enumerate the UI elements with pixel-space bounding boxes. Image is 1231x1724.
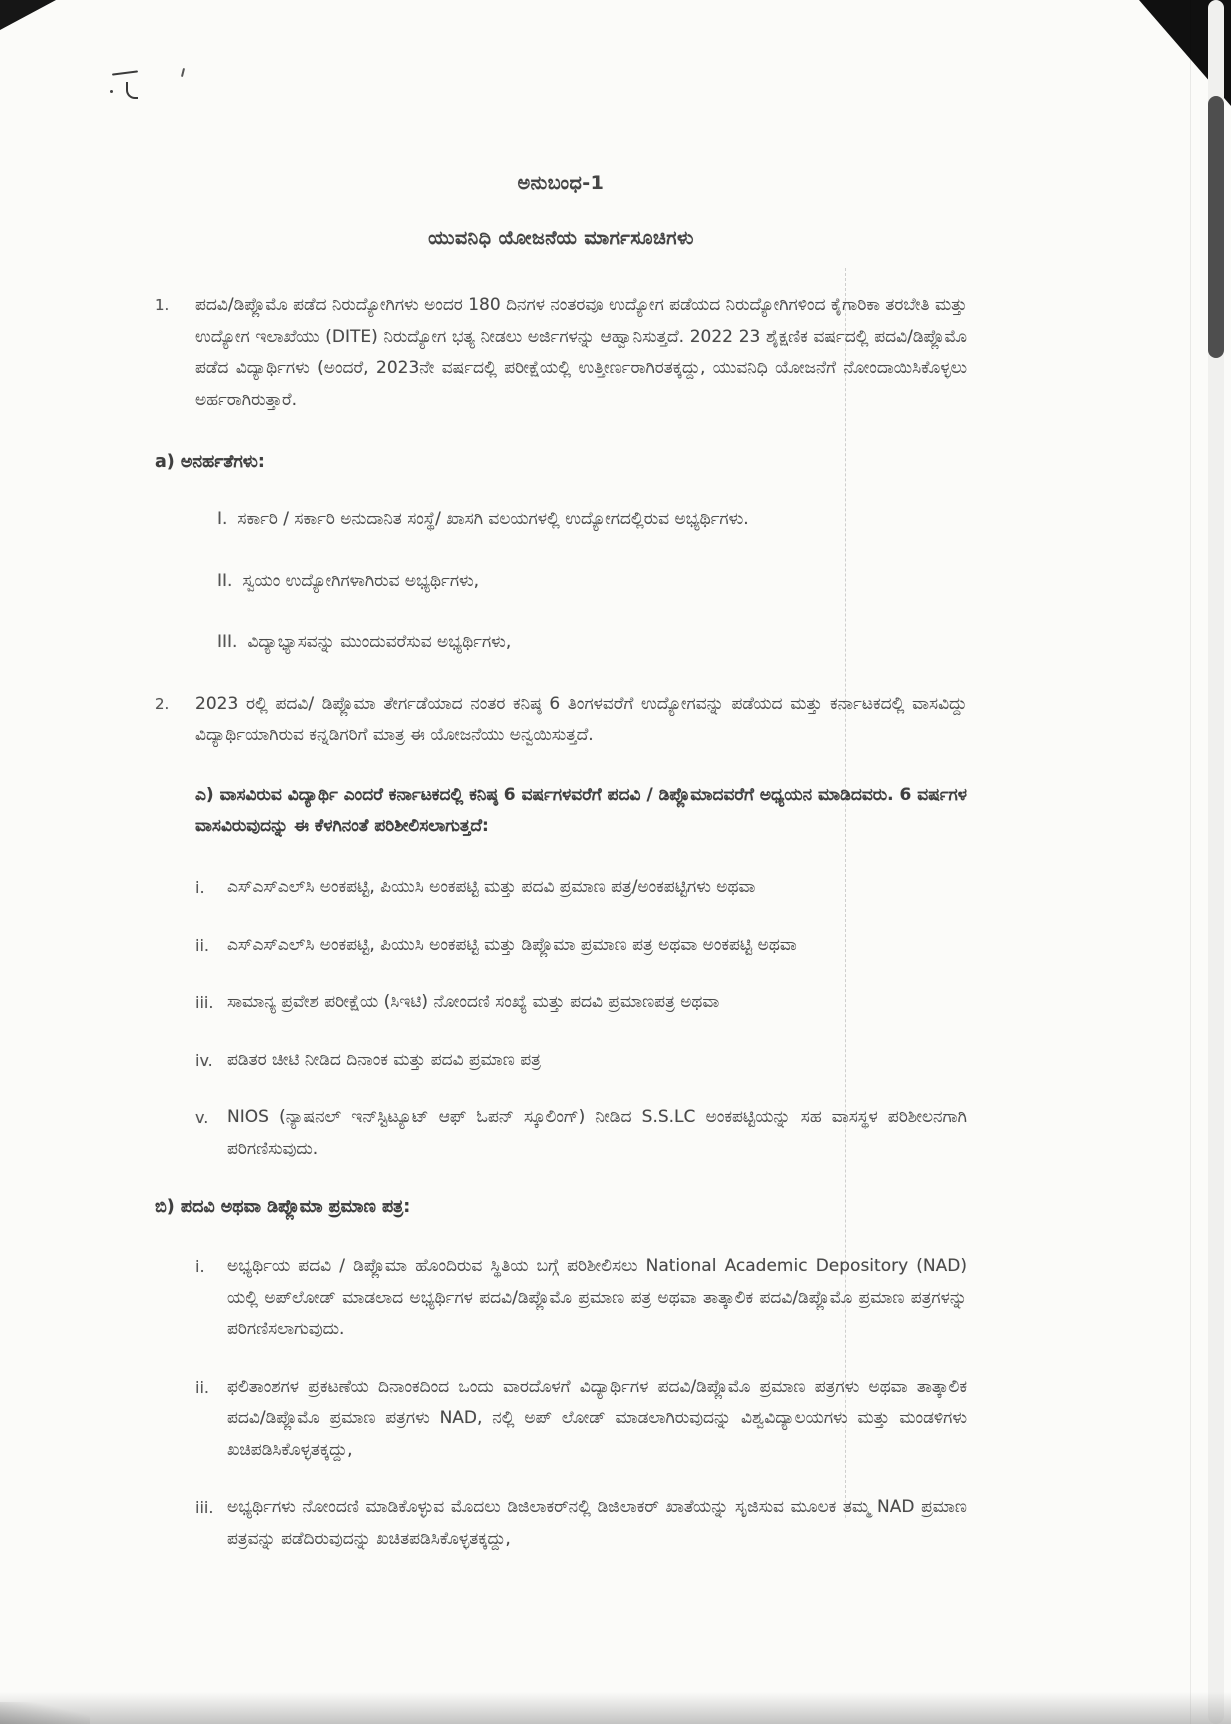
list-item-text: ಸರ್ಕಾರಿ / ಸರ್ಕಾರಿ ಅನುದಾನಿತ ಸಂಸ್ಥೆ/ ಖಾಸಗಿ ವಲಯಗಳಲ್ಲಿ ಉದ್ಯೋಗದಲ್ಲಿರುವ ಅಭ್ಯರ್ಥಿಗಳು. [237,509,749,530]
list-item [195,987,967,1018]
list-marker: ii. [195,935,209,955]
list-marker: i. [195,878,205,898]
scan-corner-artifact-top-left [0,0,56,30]
list-item [195,1045,967,1076]
document-title: ಅನುಬಂಧ-1 [517,172,605,194]
list-marker: III. [217,632,238,653]
list-item [195,1492,967,1555]
list-item-text: ಸಾಮಾನ್ಯ ಪ್ರವೇಶ ಪರೀಕ್ಷೆಯ (ಸಿಇಟಿ) ನೋಂದಣಿ ಸಂಖ್ಯೆ ಮತ್ತು ಪದವಿ ಪ್ರಮಾಣಪತ್ರ ಅಥವಾ [227,992,720,1013]
list-item [217,504,967,535]
document-subtitle: ಯುವನಿಧಿ ಯೋಜನೆಯ ಮಾರ್ಗಸೂಚಿಗಳು [428,227,694,250]
list-item [195,1372,967,1466]
list-marker: i. [195,1257,205,1277]
section-a-heading: a) ಅನರ್ಹತೆಗಳು: [155,452,265,473]
list-marker: v. [195,1108,209,1128]
list-item-text: NIOS (ನ್ಯಾಷನಲ್ ಇನ್‌ಸ್ಟಿಟ್ಯೂಟ್ ಆಫ್ ಓಪನ್ ಸ್ಕೂಲಿಂಗ್) ನೀಡಿದ S.S.LC ಅಂಕಪಟ್ಟಿಯನ್ನು ಸಹ ವಾಸಸ್ಥಳ ಪರಿಶೀಲನಗಾಗಿ ಪರಿಗಣಿಸುವುದು. [227,1107,967,1159]
list-item-text: ಎಸ್‌ಎಸ್‌ಎಲ್‌ಸಿ ಅಂಕಪಟ್ಟಿ, ಪಿಯುಸಿ ಅಂಕಪಟ್ಟಿ ಮತ್ತು ಪದವಿ ಪ್ರಮಾಣ ಪತ್ರ/ಅಂಕಪಟ್ಟಿಗಳು ಅಥವಾ [227,877,756,898]
list-marker: I. [217,509,228,530]
paragraph-1-text: ಪದವಿ/ಡಿಪ್ಲೊಮೊ ಪಡೆದ ನಿರುದ್ಯೋಗಿಗಳು ಅಂದರ 180 ದಿನಗಳ ನಂತರವೂ ಉದ್ಯೋಗ ಪಡೆಯದ ನಿರುದ್ಯೋಗಿಗಳಿಂದ ಕೈಗಾರಿಕಾ ತರಬೇತಿ ಮತ್ತು ಉದ್ಯೋಗ ಇಲಾಖೆಯು (DITE) ನಿರುದ್ಯೋಗ ಭತ್ಯ ನೀಡಲು ಅರ್ಜಿಗಳನ್ನು ಆಹ್ವಾನಿಸುತ್ತದೆ. 2022 23 ಶೈಕ್ಷಣಿಕ ವರ್ಷದಲ್ಲಿ ಪದವಿ/ಡಿಪ್ಲೊಮೊ ಪಡೆದ ವಿದ್ಯಾರ್ಥಿಗಳು (ಅಂದರೆ, 2023ನೇ ವರ್ಷದಲ್ಲಿ ಪರೀಕ್ಷೆಯಲ್ಲಿ ಉತ್ತೀರ್ಣರಾಗಿರತಕ್ಕದ್ದು, ಯುವನಿಧಿ ಯೋಜನೆಗೆ ನೋಂದಾಯಿಸಿಕೊಳ್ಳಲು ಅರ್ಹರಾಗಿರುತ್ತಾರೆ. [195,295,967,410]
pen-mark-dot [110,90,113,93]
clause-e-text: ಎ) ವಾಸವಿರುವ ವಿದ್ಯಾರ್ಥಿ ಎಂದರೆ ಕರ್ನಾಟಕದಲ್ಲಿ ಕನಿಷ್ಠ 6 ವರ್ಷಗಳವರೆಗೆ ಪದವಿ / ಡಿಪ್ಲೊಮಾದವರೆಗೆ ಅಧ್ಯಯನ ಮಾಡಿದವರು. 6 ವರ್ಷಗಳ ವಾಸವಿರುವುದನ್ನು ಈ ಕೆಳಗಿನಂತೆ ಪರಿಶೀಲಿಸಲಾಗುತ್ತದೆ: [195,784,967,837]
list-item [195,1251,967,1345]
list-marker: 2. [155,694,170,713]
list-item-text: ಸ್ವಯಂ ಉದ್ಯೋಗಿಗಳಾಗಿರುವ ಅಭ್ಯರ್ಥಿಗಳು, [242,570,480,591]
list-marker: iii. [195,1498,214,1518]
document-content [155,166,967,1581]
list-marker: II. [217,570,233,591]
section-b-heading: ಬಿ) ಪದವಿ ಅಥವಾ ಡಿಪ್ಲೊಮಾ ಪ್ರಮಾಣ ಪತ್ರ: [155,1197,411,1218]
list-item [195,1102,967,1165]
list-marker: ii. [195,1377,209,1397]
list-item [217,566,967,597]
pen-mark-tick [181,68,185,77]
list-item-text: ವಿದ್ಯಾಭ್ಯಾಸವನ್ನು ಮುಂದುವರೆಸುವ ಅಭ್ಯರ್ಥಿಗಳು, [247,632,512,653]
list-item-text: ಪಡಿತರ ಚೀಟಿ ನೀಡಿದ ದಿನಾಂಕ ಮತ್ತು ಪದವಿ ಪ್ರಮಾಣ ಪತ್ರ [227,1049,541,1070]
ineligibility-list [217,504,967,658]
scan-corner-artifact-bottom-left [0,1702,90,1724]
list-item-text: ಎಸ್‌ಎಸ್‌ಎಲ್‌ಸಿ ಅಂಕಪಟ್ಟಿ, ಪಿಯುಸಿ ಅಂಕಪಟ್ಟಿ ಮತ್ತು ಡಿಪ್ಲೊಮಾ ಪ್ರಮಾಣ ಪತ್ರ ಅಥವಾ ಅಂಕಪಟ್ಟಿ ಅಥವಾ [227,934,797,955]
pen-mark-dash [112,70,138,75]
page-edge-shadow [1190,0,1191,1724]
paragraph-2 [155,689,967,752]
scan-bottom-shadow [0,1692,1231,1724]
list-marker: 1. [155,296,170,315]
paragraph-1 [155,290,967,416]
certificate-verification-list [195,1251,967,1555]
residence-proof-list [195,872,967,1165]
list-marker: iii. [195,993,214,1013]
list-item-text: ಫಲಿತಾಂಶಗಳ ಪ್ರಕಟಣೆಯ ದಿನಾಂಕದಿಂದ ಒಂದು ವಾರದೊಳಗೆ ವಿದ್ಯಾರ್ಥಿಗಳ ಪದವಿ/ಡಿಪ್ಲೊಮೊ ಪ್ರಮಾಣ ಪತ್ರಗಳು ಅಥವಾ ತಾತ್ಕಾಲಿಕ ಪದವಿ/ಡಿಪ್ಲೊಮೊ ಪ್ರಮಾಣ ಪತ್ರಗಳು NAD, ನಲ್ಲಿ ಅಪ್ ಲೋಡ್ ಮಾಡಲಾಗಿರುವುದನ್ನು ವಿಶ್ವವಿದ್ಯಾಲಯಗಳು ಮತ್ತು ಮಂಡಳಿಗಳು ಖಚಿಪಡಿಸಿಕೊಳ್ಳತಕ್ಕದ್ದು, [227,1376,967,1460]
list-item-text: ಅಭ್ಯರ್ಥಿಯ ಪದವಿ / ಡಿಪ್ಲೊಮಾ ಹೊಂದಿರುವ ಸ್ಥಿತಿಯ ಬಗ್ಗೆ ಪರಿಶೀಲಿಸಲು National Academic Depository (NAD) ಯಲ್ಲಿ ಅಪ್‌ಲೋಡ್ ಮಾಡಲಾದ ಅಭ್ಯರ್ಥಿಗಳ ಪದವಿ/ಡಿಪ್ಲೊಮೊ ಪ್ರಮಾಣ ಪತ್ರ ಅಥವಾ ತಾತ್ಕಾಲಿಕ ಪದವಿ/ಡಿಪ್ಲೊಮೊ ಪ್ರಮಾಣ ಪತ್ರಗಳನ್ನು ಪರಿಗಣಿಸಲಾಗುವುದು. [227,1256,967,1340]
list-item [195,872,967,903]
list-marker: iv. [195,1050,213,1070]
list-item [195,930,967,961]
paragraph-2-text: 2023 ರಲ್ಲಿ ಪದವಿ/ ಡಿಪ್ಲೊಮಾ ತೇರ್ಗಡೆಯಾದ ನಂತರ ಕನಿಷ್ಠ 6 ತಿಂಗಳವರೆಗೆ ಉದ್ಯೋಗವನ್ನು ಪಡೆಯದ ಮತ್ತು ಕರ್ನಾಟಕದಲ್ಲಿ ವಾಸವಿದ್ದು ವಿದ್ಯಾರ್ಥಿಯಾಗಿರುವ ಕನ್ನಡಿಗರಿಗೆ ಮಾತ್ರ ಈ ಯೋಜನೆಯು ಅನ್ವಯಿಸುತ್ತದೆ. [195,693,967,746]
pen-mark-hook [126,82,138,99]
list-item [217,627,967,658]
list-item-text: ಅಭ್ಯರ್ಥಿಗಳು ನೋಂದಣಿ ಮಾಡಿಕೊಳ್ಳುವ ಮೊದಲು ಡಿಜಿಲಾಕರ್‌ನಲ್ಲಿ ಡಿಜಿಲಾಕರ್ ಖಾತೆಯನ್ನು ಸೃಜಿಸುವ ಮೂಲಕ ತಮ್ಮ NAD ಪ್ರಮಾಣ ಪತ್ರವನ್ನು ಪಡೆದಿರುವುದನ್ನು ಖಚಿತಪಡಿಸಿಕೊಳ್ಳತಕ್ಕದ್ದು, [227,1497,967,1549]
scrollbar-thumb[interactable] [1208,96,1224,358]
